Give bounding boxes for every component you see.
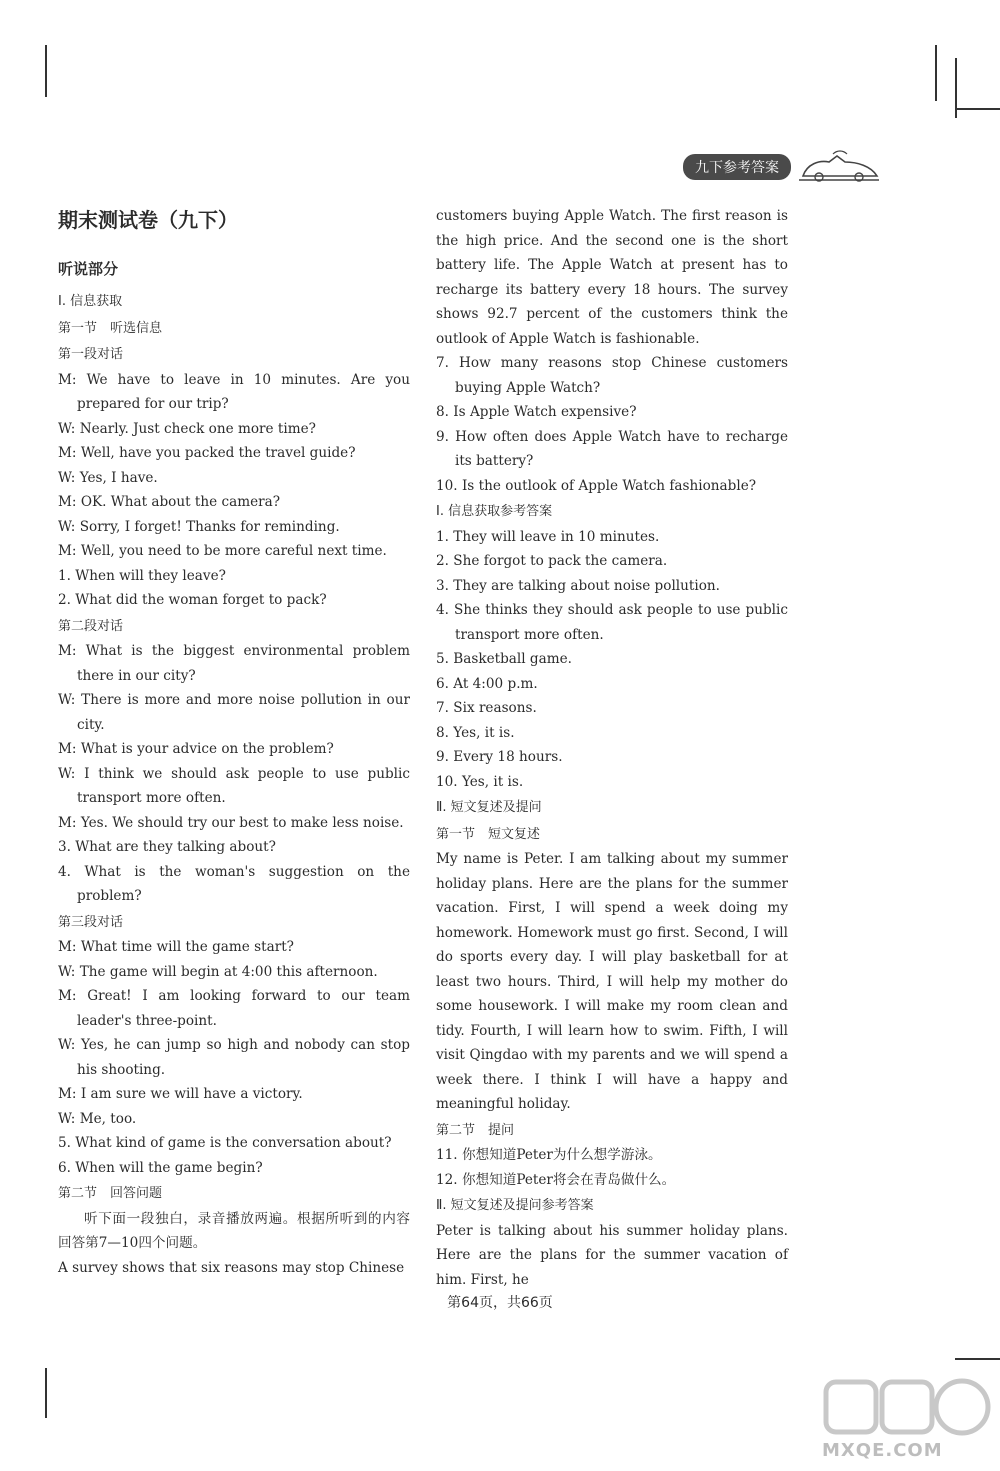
crop-mark <box>955 1358 1000 1360</box>
text-line: W: Yes, he can jump so high and nobody can stop his shooting. <box>58 1037 410 1078</box>
text-line: 7. Six reasons. <box>436 700 537 716</box>
section-label: Ⅰ. 信息获取 <box>58 294 123 309</box>
text-line: 10. Is the outlook of Apple Watch fashionable? <box>436 477 757 494</box>
text-line: 4. What is the woman's suggestion on the problem? <box>58 863 410 904</box>
text-line: W: Me, too. <box>58 1110 137 1127</box>
text-line: W: Yes, I have. <box>58 469 158 486</box>
text-line: Peter is talking about his summer holiday plans. Here are the plans for the summer vacation of him. First, he <box>436 1222 788 1288</box>
text-line: 9. Every 18 hours. <box>436 749 563 765</box>
crop-mark <box>45 1368 47 1418</box>
text-line: 1. When will they leave? <box>58 567 226 584</box>
text-line: W: Sorry, I forget! Thanks for reminding. <box>58 518 340 535</box>
text-line: M: OK. What about the camera? <box>58 494 281 510</box>
text-line: 1. They will leave in 10 minutes. <box>436 528 660 545</box>
car-logo-icon <box>797 150 881 184</box>
text-line: M: What time will the game start? <box>58 939 294 955</box>
page-number: 第64页，共66页 <box>447 1295 553 1311</box>
text-line: 8. Is Apple Watch expensive? <box>436 404 637 420</box>
text-line: 11. 你想知道Peter为什么想学游泳。 <box>436 1147 662 1163</box>
section-heading: 听说部分 <box>58 260 119 278</box>
section-label: 第三段对话 <box>58 914 124 930</box>
header-badge-text: 九下参考答案 <box>683 154 791 180</box>
section-label: Ⅰ. 信息获取参考答案 <box>436 504 553 519</box>
text-line: M: What is your advice on the problem? <box>58 741 334 757</box>
text-line: 2. She forgot to pack the camera. <box>436 553 668 569</box>
section-label: Ⅱ. 短文复述及提问参考答案 <box>436 1198 594 1213</box>
section-label: 第二节 提问 <box>436 1122 515 1138</box>
text-line: W: Nearly. Just check one more time? <box>58 420 316 437</box>
text-line: W: The game will begin at 4:00 this afternoon. <box>58 963 378 980</box>
watermark-text: MXQE.COM <box>822 1440 943 1461</box>
text-line: 5. What kind of game is the conversation about? <box>58 1135 392 1151</box>
text-line: M: Well, you need to be more careful next time. <box>58 543 387 559</box>
section-label: 第一节 短文复述 <box>436 826 541 842</box>
section-label: 第二段对话 <box>58 618 124 634</box>
text-line: 7. How many reasons stop Chinese customers buying Apple Watch? <box>436 355 788 396</box>
text-line: 4. She thinks they should ask people to use public transport more often. <box>436 602 788 643</box>
text-line: M: What is the biggest environmental problem there in our city? <box>58 643 410 684</box>
text-line: 6. When will the game begin? <box>58 1159 263 1176</box>
text-line: W: There is more and more noise pollution in our city. <box>58 692 410 733</box>
text-line: 5. Basketball game. <box>436 651 572 667</box>
section-label: 第二节 回答问题 <box>58 1186 163 1201</box>
section-label: 第一段对话 <box>58 347 124 362</box>
crop-mark <box>935 45 937 101</box>
doc-title: 期末测试卷（九下） <box>58 208 238 232</box>
text-line: 听下面一段独白，录音播放两遍。根据所听到的内容回答第7—10四个问题。 <box>58 1210 410 1251</box>
text-line: M: Great! I am looking forward to our team leader's three-point. <box>58 988 410 1029</box>
text-line: 3. They are talking about noise pollution. <box>436 577 720 594</box>
text-line: 10. Yes, it is. <box>436 773 524 790</box>
text-line: M: Yes. We should try our best to make less noise. <box>58 814 404 831</box>
text-line: 8. Yes, it is. <box>436 724 515 741</box>
text-line: M: I am sure we will have a victory. <box>58 1086 303 1102</box>
section-label: Ⅱ. 短文复述及提问 <box>436 800 542 815</box>
text-line: M: We have to leave in 10 minutes. Are you prepared for our trip? <box>58 371 410 412</box>
right-column <box>436 204 788 1292</box>
section-label: 第一节 听选信息 <box>58 320 163 336</box>
text-line: 3. What are they talking about? <box>58 839 276 855</box>
text-line: 2. What did the woman forget to pack? <box>58 592 327 608</box>
text-line: My name is Peter. I am talking about my summer holiday plans. Here are the plans for the summer vacation. First, I will spend a week doing my homework. Homework must go first. Second, I will do sports every day. I will play basketball for at least two hours. Third, I will help my mother do some housework. I will make my room clean and tidy. Fourth, I will learn how to swim. Fifth, I will visit Qingdao with my parents and we will spend a week there. I think I will have a happy and meaningful holiday. <box>436 851 788 1112</box>
text-line: 12. 你想知道Peter将会在青岛做什么。 <box>436 1171 676 1188</box>
text-line: 6. At 4:00 p.m. <box>436 675 538 692</box>
header-badge <box>683 150 881 184</box>
crop-mark <box>45 45 47 97</box>
text-line: A survey shows that six reasons may stop Chinese <box>58 1259 405 1276</box>
text-line: customers buying Apple Watch. The first reason is the high price. And the second one is the short battery life. The Apple Watch at present has to recharge its battery every 18 hours. The survey shows 92.7 percent of the customers think the outlook of Apple Watch is fashionable. <box>436 208 788 347</box>
left-column <box>58 288 410 1280</box>
text-line: M: Well, have you packed the travel guide? <box>58 445 356 461</box>
crop-mark <box>955 108 1000 110</box>
text-line: W: I think we should ask people to use public transport more often. <box>58 765 410 806</box>
text-line: 9. How often does Apple Watch have to recharge its battery? <box>436 428 788 469</box>
